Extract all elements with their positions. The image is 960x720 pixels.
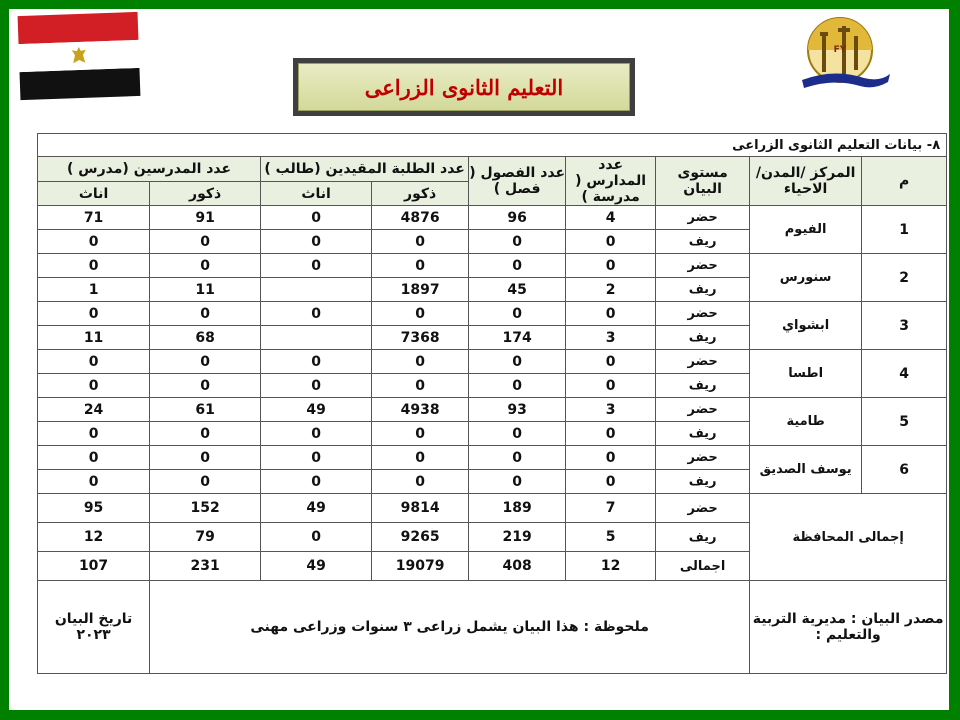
teachers-female-cell: 1 [38, 278, 150, 302]
teachers-male-cell: 79 [150, 523, 261, 552]
agricultural-secondary-education-table [37, 133, 947, 674]
header-teachers-female: اناث [38, 182, 150, 206]
schools-cell: 0 [566, 470, 656, 494]
data-date-note: تاريخ البيان ٢٠٢٣ [38, 581, 150, 674]
teachers-female-cell: 0 [38, 230, 150, 254]
classes-cell: 0 [469, 230, 566, 254]
teachers-female-cell: 0 [38, 446, 150, 470]
teachers-male-cell: 0 [150, 422, 261, 446]
students-female-cell: 0 [261, 230, 372, 254]
level-cell: ريف [656, 374, 750, 398]
students-male-cell: 0 [372, 230, 469, 254]
row-index: 6 [862, 446, 947, 494]
center-name: الفيوم [750, 206, 862, 254]
level-cell: حضر [656, 254, 750, 278]
students-female-cell: 49 [261, 398, 372, 422]
header-schools: عدد المدارس ( مدرسة ) [566, 157, 656, 206]
teachers-female-cell: 0 [38, 470, 150, 494]
students-male-cell: 9265 [372, 523, 469, 552]
teachers-male-cell: 0 [150, 230, 261, 254]
egypt-flag-icon [18, 12, 141, 100]
students-female-cell: 49 [261, 494, 372, 523]
header-classes: عدد الفصول ( فصل ) [469, 157, 566, 206]
center-name: اطسا [750, 350, 862, 398]
classes-cell: 0 [469, 254, 566, 278]
schools-cell: 5 [566, 523, 656, 552]
students-female-cell: 0 [261, 446, 372, 470]
teachers-female-cell: 0 [38, 422, 150, 446]
schools-cell: 3 [566, 326, 656, 350]
header-index: م [862, 157, 947, 206]
total-row [38, 494, 947, 523]
level-cell: ريف [656, 523, 750, 552]
teachers-female-cell: 95 [38, 494, 150, 523]
students-female-cell: 0 [261, 350, 372, 374]
classes-cell: 0 [469, 470, 566, 494]
level-cell: حضر [656, 398, 750, 422]
classes-cell: 0 [469, 302, 566, 326]
classes-cell: 219 [469, 523, 566, 552]
level-cell: اجمالى [656, 552, 750, 581]
table-row [38, 206, 947, 230]
schools-cell: 12 [566, 552, 656, 581]
students-female-cell: 0 [261, 302, 372, 326]
schools-cell: 4 [566, 206, 656, 230]
governorate-logo-icon [794, 12, 894, 102]
students-male-cell: 1897 [372, 278, 469, 302]
teachers-female-cell: 0 [38, 350, 150, 374]
students-male-cell: 9814 [372, 494, 469, 523]
level-cell: ريف [656, 230, 750, 254]
row-index: 1 [862, 206, 947, 254]
center-name: ابشواي [750, 302, 862, 350]
level-cell: ريف [656, 422, 750, 446]
table-row [38, 398, 947, 422]
students-female-cell [261, 326, 372, 350]
level-cell: حضر [656, 206, 750, 230]
students-male-cell: 7368 [372, 326, 469, 350]
teachers-female-cell: 0 [38, 254, 150, 278]
teachers-male-cell: 0 [150, 302, 261, 326]
center-name: طامية [750, 398, 862, 446]
schools-cell: 0 [566, 446, 656, 470]
level-cell: حضر [656, 494, 750, 523]
table-row [38, 254, 947, 278]
students-female-cell: 0 [261, 254, 372, 278]
header-teachers-male: ذكور [150, 182, 261, 206]
teachers-male-cell: 231 [150, 552, 261, 581]
remark-note: ملحوظة : هذا البيان يشمل زراعى ٣ سنوات وزراعى مهنى [150, 581, 750, 674]
schools-cell: 0 [566, 422, 656, 446]
teachers-male-cell: 0 [150, 446, 261, 470]
table-row [38, 350, 947, 374]
row-index: 4 [862, 350, 947, 398]
row-index: 5 [862, 398, 947, 446]
classes-cell: 93 [469, 398, 566, 422]
schools-cell: 7 [566, 494, 656, 523]
row-index: 2 [862, 254, 947, 302]
students-female-cell: 0 [261, 422, 372, 446]
teachers-female-cell: 24 [38, 398, 150, 422]
students-male-cell: 0 [372, 350, 469, 374]
students-male-cell: 0 [372, 254, 469, 278]
students-female-cell [261, 278, 372, 302]
governorate-total-label: إجمالى المحافظة [750, 494, 947, 581]
schools-cell: 3 [566, 398, 656, 422]
schools-cell: 2 [566, 278, 656, 302]
center-name: سنورس [750, 254, 862, 302]
level-cell: ريف [656, 470, 750, 494]
students-male-cell: 0 [372, 446, 469, 470]
students-female-cell: 0 [261, 206, 372, 230]
section-title: ٨- بيانات التعليم الثانوى الزراعى [38, 134, 947, 157]
students-female-cell: 0 [261, 374, 372, 398]
students-female-cell: 0 [261, 523, 372, 552]
teachers-female-cell: 11 [38, 326, 150, 350]
level-cell: حضر [656, 302, 750, 326]
classes-cell: 0 [469, 422, 566, 446]
center-name: يوسف الصديق [750, 446, 862, 494]
svg-text:FY: FY [833, 45, 847, 55]
teachers-male-cell: 0 [150, 470, 261, 494]
classes-cell: 0 [469, 446, 566, 470]
teachers-male-cell: 0 [150, 254, 261, 278]
header-students: عدد الطلبة المقيدين (طالب ) [261, 157, 469, 182]
students-male-cell: 0 [372, 422, 469, 446]
schools-cell: 0 [566, 254, 656, 278]
page [9, 9, 949, 710]
classes-cell: 189 [469, 494, 566, 523]
students-male-cell: 0 [372, 374, 469, 398]
level-cell: ريف [656, 326, 750, 350]
teachers-male-cell: 152 [150, 494, 261, 523]
teachers-female-cell: 71 [38, 206, 150, 230]
classes-cell: 408 [469, 552, 566, 581]
teachers-male-cell: 11 [150, 278, 261, 302]
page-title: التعليم الثانوى الزراعى [364, 74, 564, 100]
teachers-male-cell: 68 [150, 326, 261, 350]
students-male-cell: 0 [372, 470, 469, 494]
header-students-female: اناث [261, 182, 372, 206]
level-cell: حضر [656, 350, 750, 374]
students-male-cell: 4876 [372, 206, 469, 230]
header-level: مستوى البيان [656, 157, 750, 206]
students-male-cell: 19079 [372, 552, 469, 581]
schools-cell: 0 [566, 302, 656, 326]
classes-cell: 174 [469, 326, 566, 350]
teachers-female-cell: 0 [38, 302, 150, 326]
footer-row [38, 581, 947, 674]
teachers-male-cell: 0 [150, 350, 261, 374]
schools-cell: 0 [566, 350, 656, 374]
data-source-note: مصدر البيان : مديرية التربية والتعليم : [750, 581, 947, 674]
teachers-female-cell: 107 [38, 552, 150, 581]
table-row [38, 302, 947, 326]
students-female-cell: 0 [261, 470, 372, 494]
students-female-cell: 49 [261, 552, 372, 581]
classes-cell: 96 [469, 206, 566, 230]
level-cell: ريف [656, 278, 750, 302]
header-center: المركز /المدن/الاحياء [750, 157, 862, 206]
teachers-male-cell: 0 [150, 374, 261, 398]
table-caption-row [38, 134, 947, 157]
teachers-male-cell: 91 [150, 206, 261, 230]
teachers-male-cell: 61 [150, 398, 261, 422]
level-cell: حضر [656, 446, 750, 470]
header-row-1 [38, 157, 947, 182]
classes-cell: 0 [469, 374, 566, 398]
header-students-male: ذكور [372, 182, 469, 206]
header-teachers: عدد المدرسين (مدرس ) [38, 157, 261, 182]
students-male-cell: 0 [372, 302, 469, 326]
row-index: 3 [862, 302, 947, 350]
table-row [38, 446, 947, 470]
classes-cell: 45 [469, 278, 566, 302]
classes-cell: 0 [469, 350, 566, 374]
schools-cell: 0 [566, 374, 656, 398]
title-banner [293, 58, 635, 116]
schools-cell: 0 [566, 230, 656, 254]
teachers-female-cell: 12 [38, 523, 150, 552]
students-male-cell: 4938 [372, 398, 469, 422]
teachers-female-cell: 0 [38, 374, 150, 398]
